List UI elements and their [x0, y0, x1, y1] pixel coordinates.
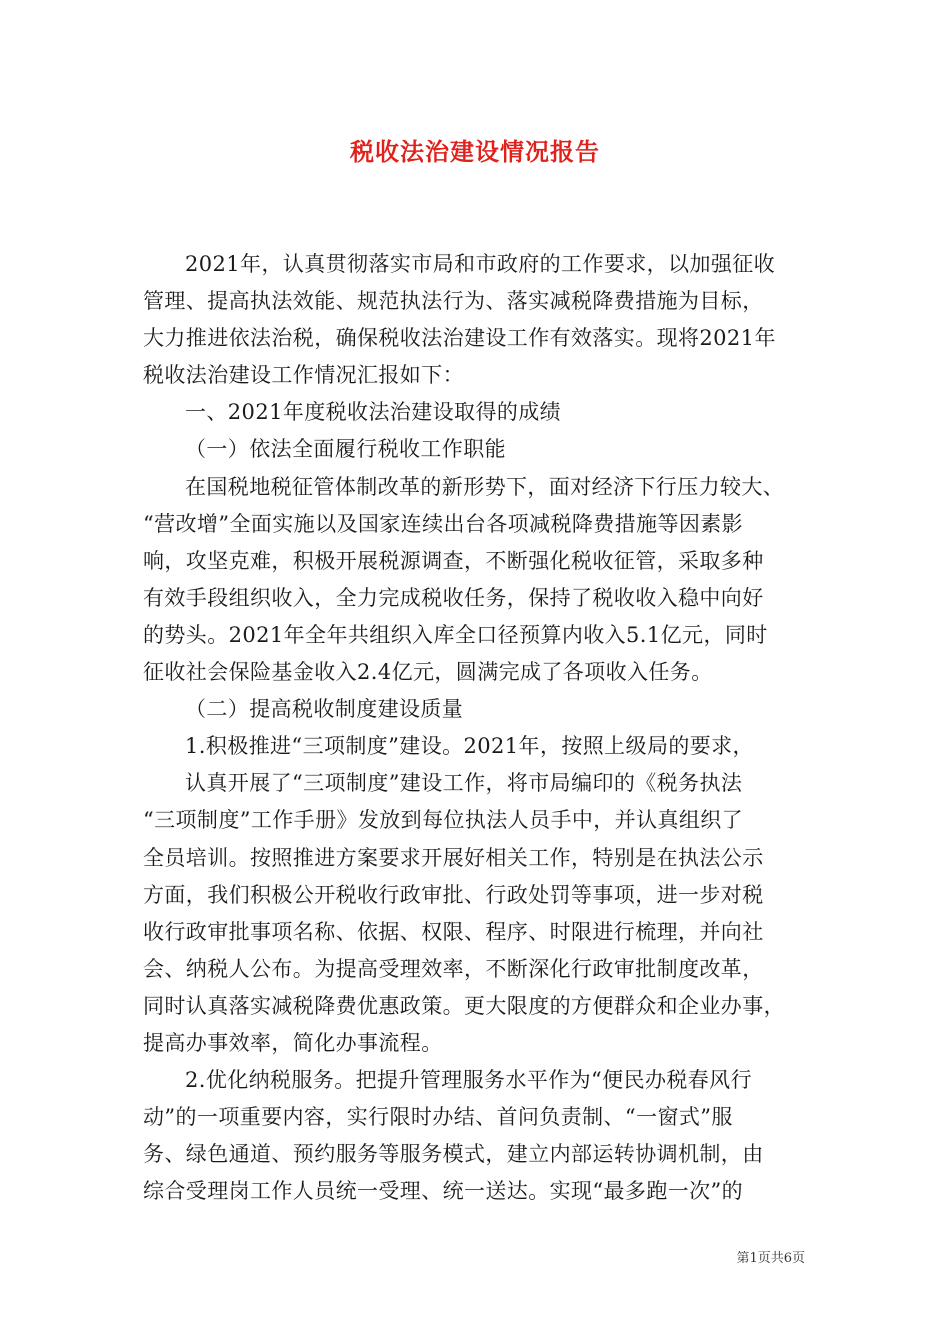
body-line: 有效手段组织收入，全力完成税收任务，保持了税收收入稳中向好: [143, 585, 764, 610]
body-line: 税收法治建设工作情况汇报如下：: [143, 363, 464, 388]
body-line: 同时认真落实减税降费优惠政策。更大限度的方便群众和企业办事，: [143, 993, 785, 1018]
body-line: 2.优化纳税服务。把提升管理服务水平作为“便民办税春风行: [185, 1068, 752, 1093]
body-line: 认真开展了“三项制度”建设工作，将市局编印的《税务执法: [185, 771, 743, 796]
body-line: “营改增”全面实施以及国家连续出台各项减税降费措施等因素影: [143, 511, 744, 536]
body-line: 响，攻坚克难，积极开展税源调查，不断强化税收征管，采取多种: [143, 548, 764, 573]
body-line: 动”的一项重要内容，实行限时办结、首问负责制、“一窗式”服: [143, 1105, 733, 1130]
body-line: 收行政审批事项名称、依据、权限、程序、时限进行梳理，并向社: [143, 919, 764, 944]
body-line: “三项制度”工作手册》发放到每位执法人员手中，并认真组织了: [143, 808, 744, 833]
document-title: 税收法治建设情况报告: [350, 137, 600, 166]
body-line: 2021年，认真贯彻落实市局和市政府的工作要求，以加强征收: [185, 252, 776, 276]
document-body: [143, 246, 811, 1210]
body-line: 在国税地税征管体制改革的新形势下，面对经济下行压力较大、: [185, 474, 785, 499]
body-line: 大力推进依法治税，确保税收法治建设工作有效落实。现将2021年: [143, 326, 776, 351]
body-line: 提高办事效率，简化办事流程。: [143, 1030, 443, 1055]
body-line: 综合受理岗工作人员统一受理、统一送达。实现“最多跑一次”的: [143, 1179, 744, 1204]
body-line: 征收社会保险基金收入2.4亿元，圆满完成了各项收入任务。: [143, 660, 713, 685]
body-line: 管理、提高执法效能、规范执法行为、落实减税降费措施为目标，: [143, 289, 764, 314]
body-line: （二）提高税收制度建设质量: [185, 697, 464, 722]
body-line: 方面，我们积极公开税收行政审批、行政处罚等事项，进一步对税: [143, 882, 764, 907]
body-line: 会、纳税人公布。为提高受理效率，不断深化行政审批制度改革，: [143, 956, 764, 981]
body-line: 全员培训。按照推进方案要求开展好相关工作，特别是在执法公示: [143, 845, 764, 870]
body-line: 务、绿色通道、预约服务等服务模式，建立内部运转协调机制，由: [143, 1142, 764, 1167]
page-footer: 第1页共6页: [736, 1251, 805, 1266]
body-line: 的势头。2021年全年共组织入库全口径预算内收入5.1亿元，同时: [143, 622, 768, 647]
body-line: （一）依法全面履行税收工作职能: [185, 437, 506, 462]
body-line: 一、2021年度税收法治建设取得的成绩: [185, 400, 562, 425]
body-line: 1.积极推进“三项制度”建设。2021年，按照上级局的要求，: [185, 734, 754, 759]
